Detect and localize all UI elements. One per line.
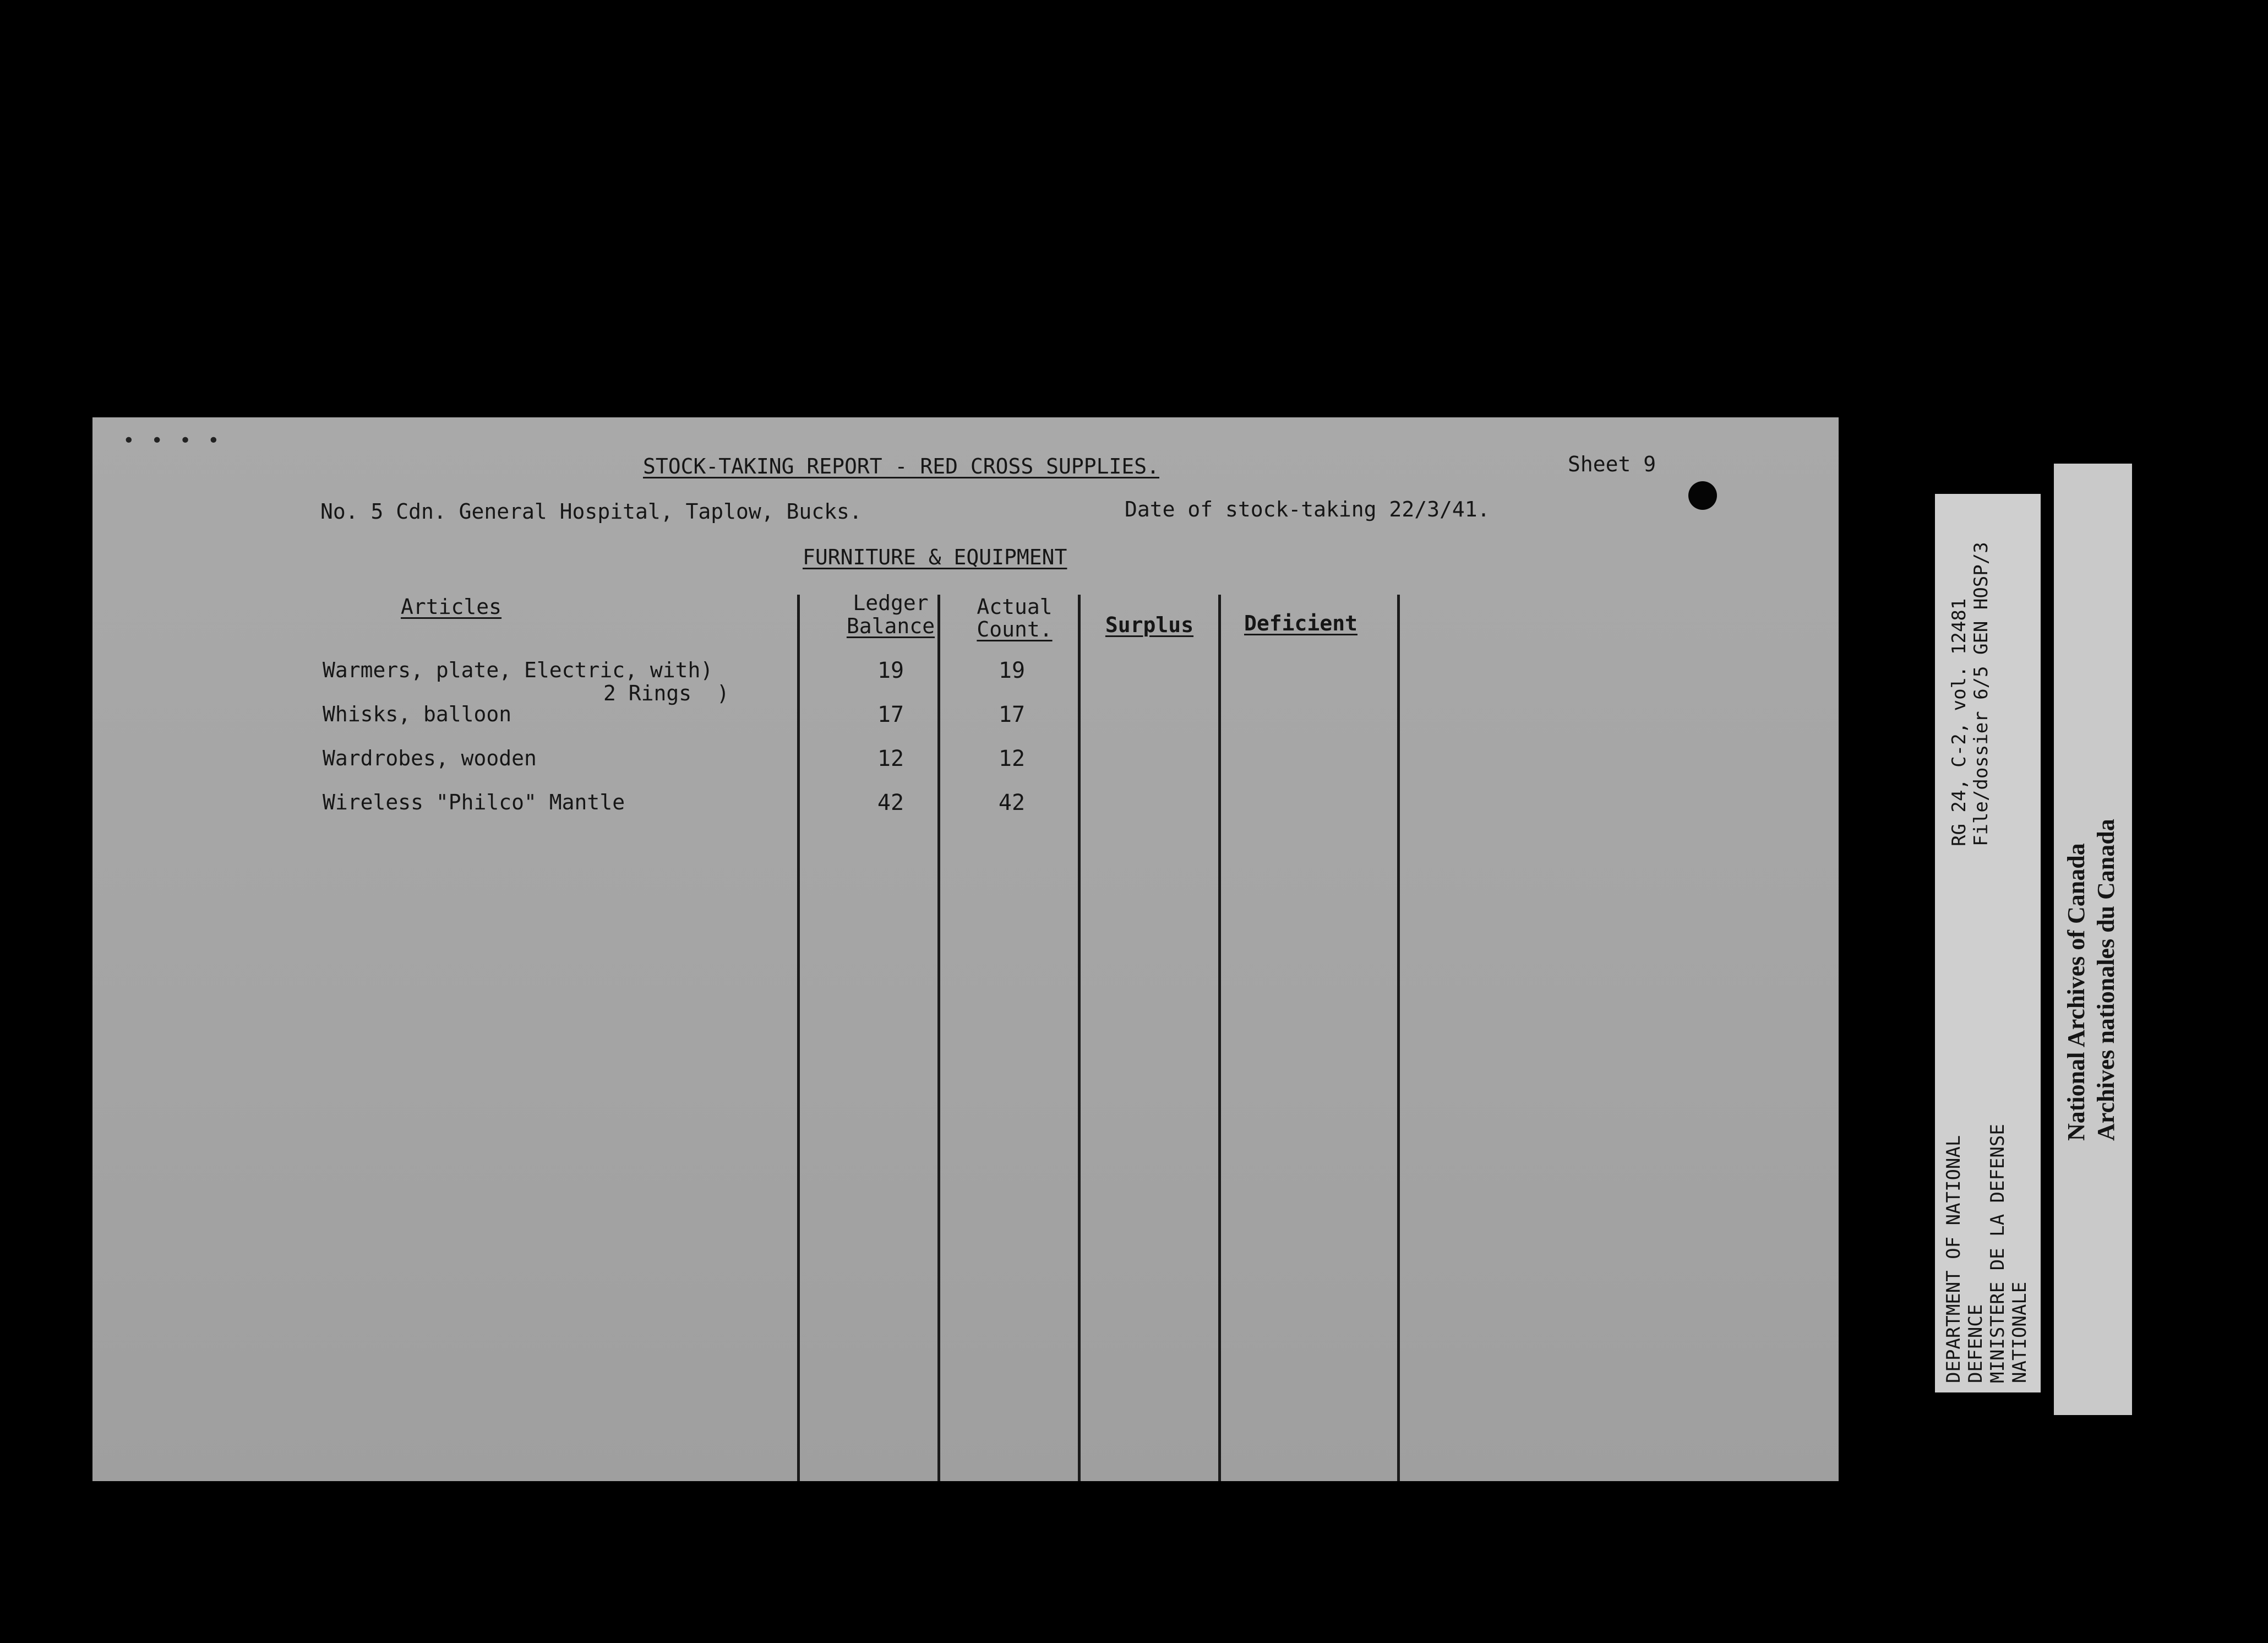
row-2-ledger: 17 bbox=[877, 702, 904, 727]
hospital-line: No. 5 Cdn. General Hospital, Taplow, Bucks. bbox=[320, 499, 862, 524]
row-1-article: Warmers, plate, Electric, with) bbox=[323, 658, 713, 682]
row-4-actual: 42 bbox=[998, 790, 1026, 815]
sheet-number: Sheet 9 bbox=[1568, 452, 1656, 476]
archive-stamp-block bbox=[2062, 819, 2121, 1141]
archive-dept-line-2: DEFENCE bbox=[1965, 1304, 1987, 1383]
archive-dept-block bbox=[1943, 1124, 2031, 1383]
row-3-article: Wardrobes, wooden bbox=[323, 746, 537, 770]
column-rule-4 bbox=[1218, 595, 1221, 1481]
archive-dept-line-1: DEPARTMENT OF NATIONAL bbox=[1943, 1135, 1965, 1383]
column-rule-3 bbox=[1078, 595, 1081, 1481]
document-sheet bbox=[92, 417, 1839, 1481]
row-1-ledger: 19 bbox=[877, 658, 904, 683]
punch-hole bbox=[1688, 481, 1717, 510]
archive-reference-label bbox=[1935, 494, 2041, 1392]
archive-dept-line-3: MINISTERE DE LA DEFENSE bbox=[1987, 1124, 2009, 1383]
column-rule-5 bbox=[1397, 595, 1400, 1481]
archive-stamp-line-2: Archives nationales du Canada bbox=[2092, 819, 2119, 1141]
row-4-article: Wireless "Philco" Mantle bbox=[323, 790, 625, 814]
header-surplus: Surplus bbox=[1105, 613, 1194, 637]
row-4-ledger: 42 bbox=[877, 790, 904, 815]
column-rule-1 bbox=[797, 595, 800, 1481]
header-actual-2: Count. bbox=[977, 617, 1053, 641]
header-articles: Articles bbox=[401, 595, 502, 619]
header-ledger-2: Balance bbox=[846, 614, 935, 638]
archive-stamp-line-1: National Archives of Canada bbox=[2063, 843, 2090, 1141]
stock-taking-date: Date of stock-taking 22/3/41. bbox=[1125, 497, 1490, 521]
row-2-actual: 17 bbox=[998, 702, 1026, 727]
header-actual-1: Actual bbox=[977, 595, 1053, 619]
header-ledger-1: Ledger bbox=[853, 591, 929, 615]
archive-ref-1: RG 24, C-2, vol. 12481 bbox=[1948, 598, 1970, 846]
archive-ref-block bbox=[1948, 542, 1992, 846]
punch-marks: • • • • bbox=[123, 429, 222, 452]
row-1-actual: 19 bbox=[998, 658, 1026, 683]
national-archives-stamp bbox=[2054, 464, 2132, 1415]
row-1-article-cont: 2 Rings ) bbox=[603, 681, 729, 705]
header-deficient: Deficient bbox=[1244, 611, 1357, 635]
row-2-article: Whisks, balloon bbox=[323, 702, 512, 726]
archive-dept-line-4: NATIONALE bbox=[2009, 1281, 2031, 1383]
archive-ref-2: File/dossier 6/5 GEN HOSP/3 bbox=[1970, 542, 1992, 846]
column-rule-2 bbox=[937, 595, 940, 1481]
section-heading: FURNITURE & EQUIPMENT bbox=[803, 545, 1067, 569]
row-3-actual: 12 bbox=[998, 746, 1026, 771]
row-3-ledger: 12 bbox=[877, 746, 904, 771]
report-title: STOCK-TAKING REPORT - RED CROSS SUPPLIES. bbox=[643, 454, 1159, 478]
